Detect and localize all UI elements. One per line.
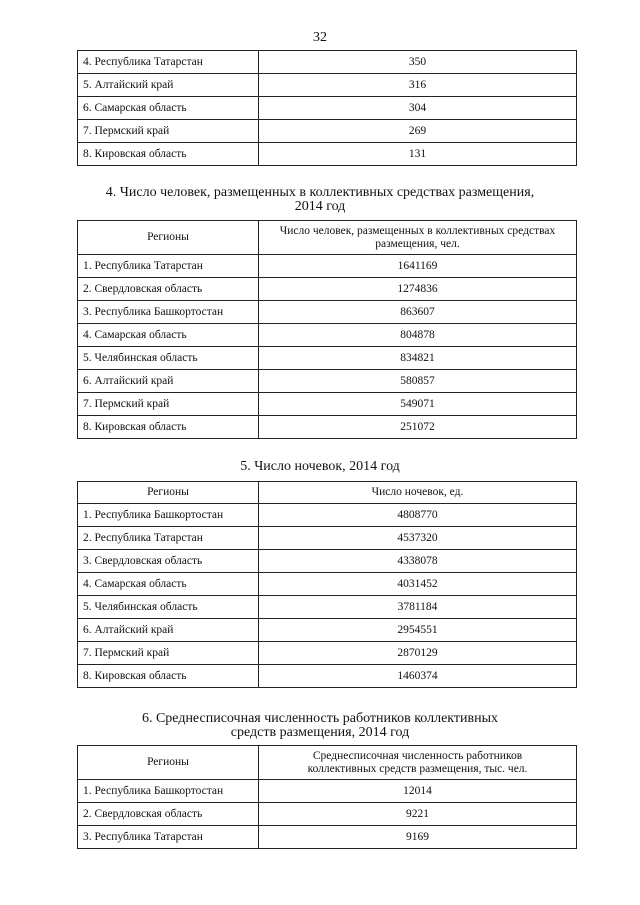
table-row — [78, 527, 577, 550]
header-people-count — [259, 221, 577, 255]
table-row — [78, 596, 577, 619]
table-row — [78, 347, 577, 370]
section-6-title-line1: 6. Среднесписочная численность работников коллективных — [141, 711, 499, 726]
table-row — [78, 370, 577, 393]
value-cell: 4031452 — [259, 573, 577, 596]
table-row — [78, 51, 577, 74]
table-row — [78, 324, 577, 347]
table-row — [78, 550, 577, 573]
table-continued — [77, 50, 577, 166]
table-row — [78, 504, 577, 527]
table-row — [78, 803, 577, 826]
region-cell: 4. Самарская область — [78, 573, 259, 596]
value-cell: 863607 — [259, 301, 577, 324]
region-cell: 5. Алтайский край — [78, 74, 259, 97]
table-row — [78, 97, 577, 120]
table-row — [78, 74, 577, 97]
value-cell: 2954551 — [259, 619, 577, 642]
table-row — [78, 665, 577, 688]
region-cell: 3. Свердловская область — [78, 550, 259, 573]
region-cell: 5. Челябинская область — [78, 596, 259, 619]
table-row — [78, 143, 577, 166]
region-cell: 4. Самарская область — [78, 324, 259, 347]
table-row — [78, 642, 577, 665]
region-cell: 6. Самарская область — [78, 97, 259, 120]
region-cell: 7. Пермский край — [78, 120, 259, 143]
header-people-count-line1: Число человек, размещенных в коллективных средствах — [279, 224, 556, 237]
value-cell: 350 — [259, 51, 577, 74]
region-cell: 6. Алтайский край — [78, 619, 259, 642]
region-cell: 6. Алтайский край — [78, 370, 259, 393]
value-cell: 12014 — [259, 780, 577, 803]
section-4-title-line2: 2014 год — [294, 199, 346, 214]
table-average-employees — [77, 745, 577, 849]
region-cell: 8. Кировская область — [78, 416, 259, 439]
section-5-title: 5. Число ночевок, 2014 год — [240, 459, 400, 474]
value-cell: 580857 — [259, 370, 577, 393]
table-row — [78, 393, 577, 416]
value-cell: 4338078 — [259, 550, 577, 573]
table-header-row — [78, 482, 577, 504]
value-cell: 9221 — [259, 803, 577, 826]
value-cell: 1460374 — [259, 665, 577, 688]
value-cell: 3781184 — [259, 596, 577, 619]
region-cell: 1. Республика Башкортостан — [78, 504, 259, 527]
value-cell: 4537320 — [259, 527, 577, 550]
table-people-accommodated — [77, 220, 577, 439]
table-row — [78, 416, 577, 439]
table-row — [78, 255, 577, 278]
section-6-title — [0, 712, 640, 740]
header-regions: Регионы — [78, 482, 259, 504]
header-regions: Регионы — [78, 746, 259, 780]
value-cell: 9169 — [259, 826, 577, 849]
value-cell: 304 — [259, 97, 577, 120]
value-cell: 269 — [259, 120, 577, 143]
value-cell: 549071 — [259, 393, 577, 416]
region-cell: 1. Республика Татарстан — [78, 255, 259, 278]
table-overnight-stays — [77, 481, 577, 688]
region-cell: 8. Кировская область — [78, 665, 259, 688]
value-cell: 131 — [259, 143, 577, 166]
value-cell: 2870129 — [259, 642, 577, 665]
region-cell: 2. Свердловская область — [78, 278, 259, 301]
table-row — [78, 780, 577, 803]
value-cell: 804878 — [259, 324, 577, 347]
page-number: 32 — [313, 30, 327, 45]
section-4-title — [0, 186, 640, 214]
section-6-title-line2: средств размещения, 2014 год — [230, 725, 410, 740]
region-cell: 5. Челябинская область — [78, 347, 259, 370]
region-cell: 3. Республика Татарстан — [78, 826, 259, 849]
region-cell: 4. Республика Татарстан — [78, 51, 259, 74]
region-cell: 1. Республика Башкортостан — [78, 780, 259, 803]
header-employees-count-line2: коллективных средств размещения, тыс. чел. — [307, 762, 528, 775]
region-cell: 8. Кировская область — [78, 143, 259, 166]
region-cell: 7. Пермский край — [78, 393, 259, 416]
region-cell: 2. Свердловская область — [78, 803, 259, 826]
value-cell: 316 — [259, 74, 577, 97]
value-cell: 834821 — [259, 347, 577, 370]
header-regions: Регионы — [78, 221, 259, 255]
value-cell: 1641169 — [259, 255, 577, 278]
table-row — [78, 120, 577, 143]
table-header-row — [78, 746, 577, 780]
table-row — [78, 826, 577, 849]
value-cell: 4808770 — [259, 504, 577, 527]
header-employees-count — [259, 746, 577, 780]
value-cell: 1274836 — [259, 278, 577, 301]
table-row — [78, 301, 577, 324]
header-people-count-line2: размещения, чел. — [375, 237, 460, 250]
header-employees-count-line1: Среднесписочная численность работников — [312, 749, 523, 762]
region-cell: 3. Республика Башкортостан — [78, 301, 259, 324]
table-header-row — [78, 221, 577, 255]
header-overnight-count: Число ночевок, ед. — [259, 482, 577, 504]
region-cell: 7. Пермский край — [78, 642, 259, 665]
table-row — [78, 619, 577, 642]
table-row — [78, 278, 577, 301]
value-cell: 251072 — [259, 416, 577, 439]
table-row — [78, 573, 577, 596]
region-cell: 2. Республика Татарстан — [78, 527, 259, 550]
section-4-title-line1: 4. Число человек, размещенных в коллективных средствах размещения, — [105, 185, 535, 200]
